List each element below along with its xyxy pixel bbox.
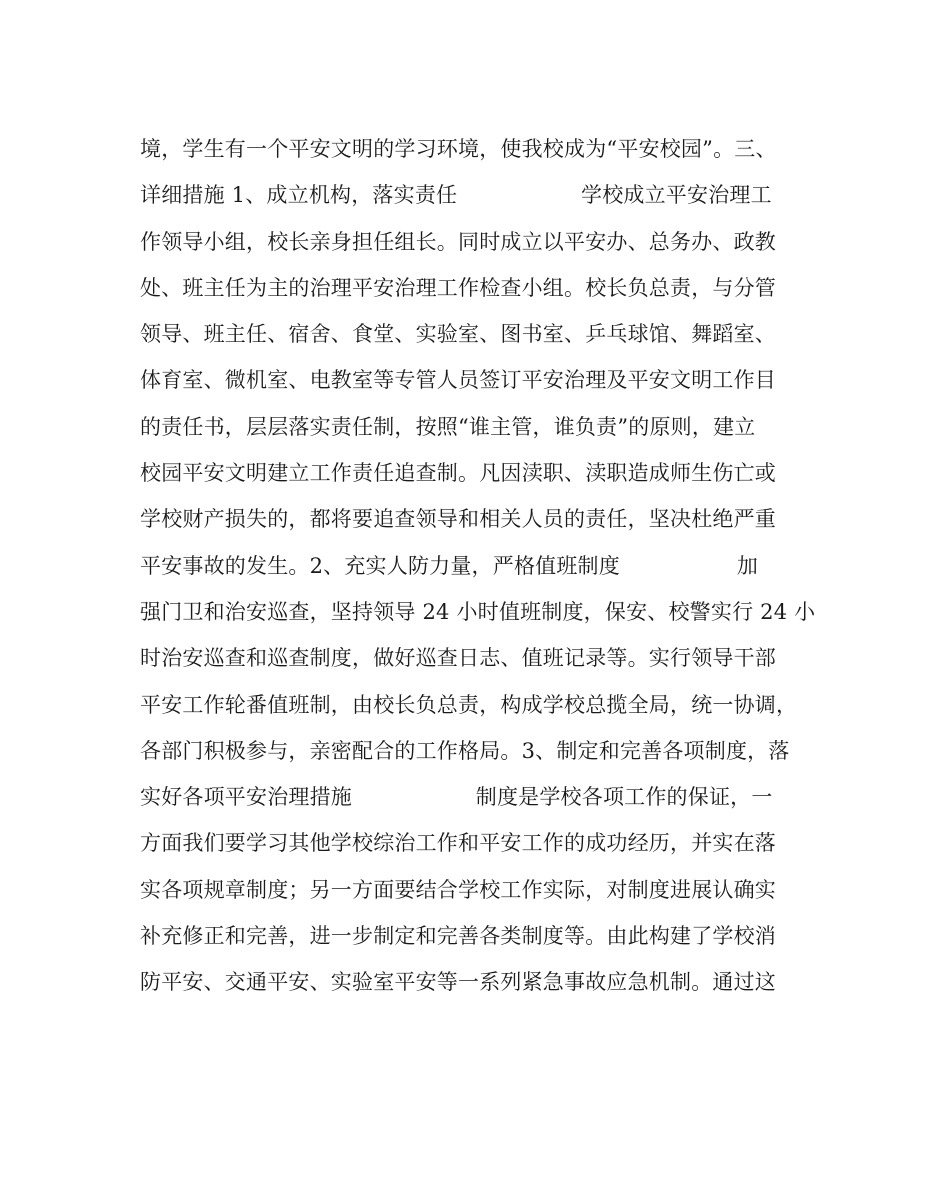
text-line: 的责任书，层层落实责任制，按照“谁主管，谁负责”的原则，建立 — [140, 414, 756, 439]
text-line: 各部门积极参与，亲密配合的工作格局。3、制定和完善各项制度，落 — [140, 738, 790, 763]
text-line: 详细措施 1、成立机构，落实责任 学校成立平安治理工 — [140, 183, 772, 208]
text-line: 强门卫和治安巡查，坚持领导 24 小时值班制度，保安、校警实行 24 小 — [140, 599, 816, 624]
text-line: 时治安巡查和巡查制度，做好巡查日志、值班记录等。实行领导干部 — [140, 646, 776, 671]
text-line: 实好各项平安治理措施 制度是学校各项工作的保证，一 — [140, 785, 773, 810]
text-line: 实各项规章制度；另一方面要结合学校工作实际，对制度进展认确实 — [140, 877, 776, 902]
text-line: 作领导小组，校长亲身担任组长。同时成立以平安办、总务办、政教 — [140, 229, 776, 254]
text-line: 补充修正和完善，进一步制定和完善各类制度等。由此构建了学校消 — [140, 924, 776, 949]
text-line: 防平安、交通平安、实验室平安等一系列紧急事故应急机制。通过这 — [140, 970, 776, 995]
text-line: 平安工作轮番值班制，由校长负总责，构成学校总揽全局，统一协调， — [140, 692, 798, 717]
body-text — [140, 126, 840, 1006]
text-line: 处、班主任为主的治理平安治理工作检查小组。校长负总责，与分管 — [140, 275, 776, 300]
text-line: 境，学生有一个平安文明的学习环境，使我校成为“平安校园”。三、 — [140, 137, 777, 161]
text-line: 体育室、微机室、电教室等专管人员签订平安治理及平安文明工作目 — [140, 368, 776, 393]
text-line: 领导、班主任、宿舍、食堂、实验室、图书室、乒乓球馆、舞蹈室、 — [140, 322, 776, 347]
text-line: 校园平安文明建立工作责任追查制。凡因渎职、渎职造成师生伤亡或 — [140, 461, 776, 486]
text-line: 平安事故的发生。2、充实人防力量，严格值班制度 加 — [140, 553, 759, 578]
text-line: 方面我们要学习其他学校综治工作和平安工作的成功经历，并实在落 — [140, 831, 776, 856]
text-line: 学校财产损失的，都将要追查领导和相关人员的责任，坚决杜绝严重 — [140, 507, 776, 532]
